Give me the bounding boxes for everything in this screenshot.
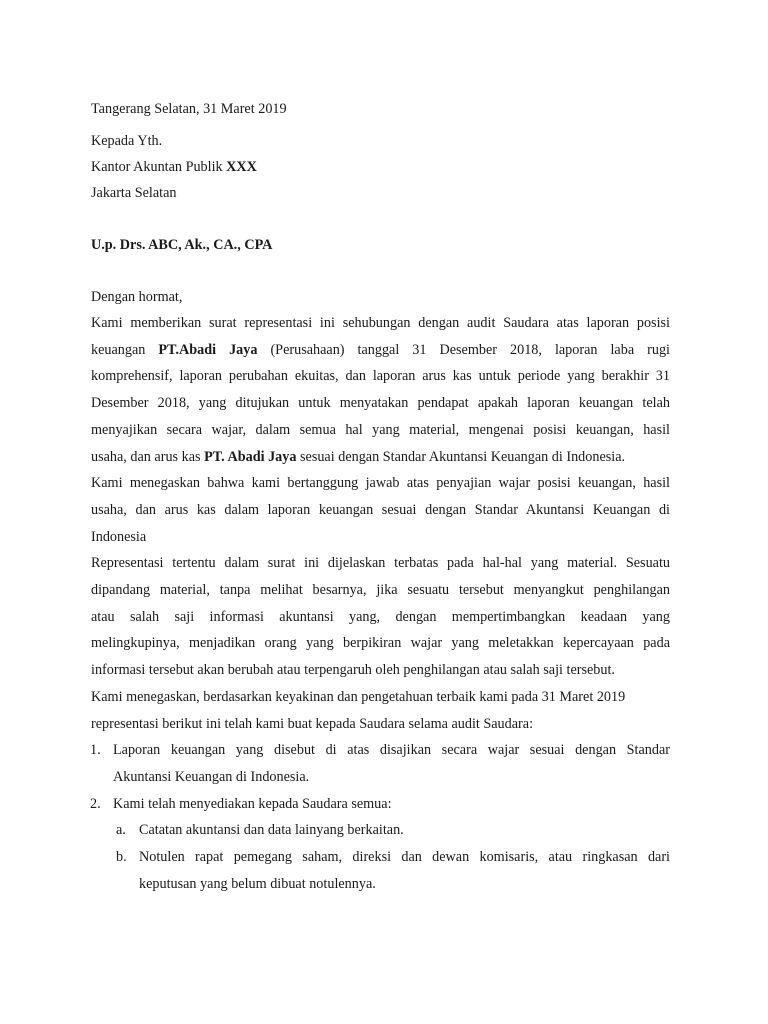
place-date: Tangerang Selatan, 31 Maret 2019 [91,101,287,117]
paragraph-4: Kami menegaskan, berdasarkan keyakinan dan pengetahuan terbaik kami pada 31 Maret 2019 representasi berikut ini telah kami buat kepada Saudara selama audit Saudara: [91,688,626,732]
company-name: PT. Abadi Jaya [204,448,297,465]
list-item: 2. Kami telah menyediakan kepada Saudara semua: [91,791,670,818]
recipient-city: Jakarta Selatan [91,185,177,201]
list-number: 1. [90,742,101,759]
sub-list-item: a. Catatan akuntansi dan data lainyang berkaitan. [91,817,670,844]
recipient-office [91,154,670,180]
paragraph-2: Kami menegaskan bahwa kami bertanggung jawab atas penyajian wajar posisi keuangan, hasil usaha, dan arus kas dalam laporan keuangan sesuai dengan Standar Akuntansi Keuangan di Indonesia [91,475,670,545]
recipient-salutation: Kepada Yth. [91,133,163,149]
sub-list-letter: b. [116,849,127,866]
paragraph-3: Representasi tertentu dalam surat ini dijelaskan terbatas pada hal-hal yang material. Sesuatu dipandang material, tanpa melihat besarnya, jika sesuatu tersebut menyangkut penghilangan atau salah saji informasi akuntansi yang, dengan mempertimbangkan keadaan yang melingkupinya, menjadikan orang yang berpikiran wajar yang meletakkan kepercayaan pada informasi tersebut akan berubah atau terpengaruh oleh penghilangan atau salah saji tersebut. [91,555,670,679]
sub-list-item: b. Notulen rapat pemegang saham, direksi dan dewan komisaris, atau ringkasan dari keputusan yang belum dibuat notulennya. [91,844,670,897]
letter-page [91,96,670,897]
paragraph-1: Kami memberikan surat representasi ini sehubungan dengan audit Saudara atas laporan posisi keuangan PT.Abadi Jaya (Perusahaan) tanggal 31 Desember 2018, laporan laba rugi komprehensif, laporan perubahan ekuitas, dan laporan arus kas untuk periode yang berakhir 31 Desember 2018, yang ditujukan untuk menyatakan pendapat apakah laporan keuangan telah menyajikan secara wajar, dalam semua hal yang material, mengenai posisi keuangan, hasil usaha, dan arus kas PT. Abadi Jaya sesuai dengan Standar Akuntansi Keuangan di Indonesia. [91,315,670,465]
list-number: 2. [90,795,101,812]
sub-list-letter: a. [116,822,126,839]
attention-line: U.p. Drs. ABC, Ak., CA., CPA [91,237,273,253]
office-name: XXX [226,159,257,175]
list-item: 1. Laporan keuangan yang disebut di atas disajikan secara wajar sesuai dengan Standar Akuntansi Keuangan di Indonesia. [91,737,670,790]
company-name: PT.Abadi Jaya [158,341,258,358]
office-prefix: Kantor Akuntan Publik [91,159,227,175]
greeting: Dengan hormat, [91,289,183,305]
